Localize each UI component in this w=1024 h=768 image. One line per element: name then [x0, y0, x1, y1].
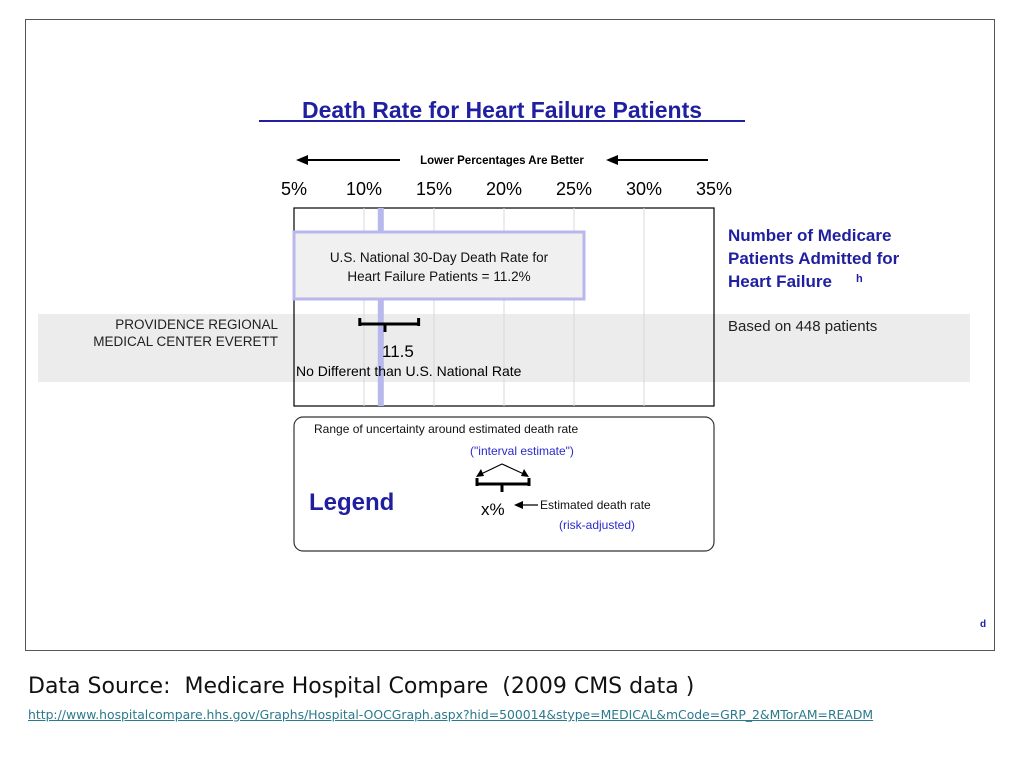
legend-interval-note: ("interval estimate")	[470, 444, 574, 458]
legend	[294, 417, 714, 551]
corner-footnote-mark: d	[980, 619, 987, 630]
hospital-name-line-1: PROVIDENCE REGIONAL	[115, 317, 278, 332]
direction-note: Lower Percentages Are Better	[420, 155, 584, 167]
x-tick-label: 25%	[555, 179, 593, 199]
comparison-text: No Different than U.S. National Rate	[296, 363, 522, 379]
national-rate-label-1: U.S. National 30-Day Death Rate for	[329, 250, 549, 265]
right-arrowhead-icon	[606, 155, 618, 165]
right-header-line-3: Heart Failure	[728, 272, 832, 291]
right-header-superscript: h	[856, 273, 863, 285]
legend-risk-note: (risk-adjusted)	[558, 518, 636, 532]
x-tick-label: 30%	[625, 179, 663, 199]
chart-title: Death Rate for Heart Failure Patients	[301, 97, 703, 123]
legend-estimate-text: Estimated death rate	[540, 498, 651, 512]
x-tick-label: 5%	[280, 179, 308, 199]
patients-count-text: Based on 448 patients	[728, 318, 878, 335]
estimate-value-label: 11.5	[382, 342, 414, 361]
national-rate-label-2: Heart Failure Patients = 11.2%	[347, 269, 531, 284]
legend-range-text: Range of uncertainty around estimated death rate	[314, 422, 579, 436]
chart-frame	[25, 19, 995, 651]
legend-heading: Legend	[309, 489, 395, 516]
hospital-name-line-2: MEDICAL CENTER EVERETT	[93, 334, 278, 349]
x-axis-ticks	[281, 179, 732, 199]
right-header-line-1: Number of Medicare	[728, 226, 892, 245]
legend-marker-label: x%	[481, 500, 505, 519]
x-tick-label: 15%	[415, 179, 453, 199]
right-header-line-2: Patients Admitted for	[728, 249, 900, 268]
national-rate-callout	[294, 232, 584, 299]
data-source-text: Data Source: Medicare Hospital Compare (2009 CMS data )	[28, 674, 695, 699]
direction-arrows	[296, 155, 708, 167]
left-arrowhead-icon	[296, 155, 308, 165]
data-source-link[interactable]: http://www.hospitalcompare.hhs.gov/Graphs/Hospital-OOCGraph.aspx?hid=500014&stype=MEDICAL&mCode=GRP_2&MTorAM=READM	[28, 707, 874, 722]
x-tick-label: 35%	[695, 179, 733, 199]
chart-canvas	[26, 20, 996, 652]
x-tick-label: 20%	[485, 179, 523, 199]
x-tick-label: 10%	[345, 179, 383, 199]
